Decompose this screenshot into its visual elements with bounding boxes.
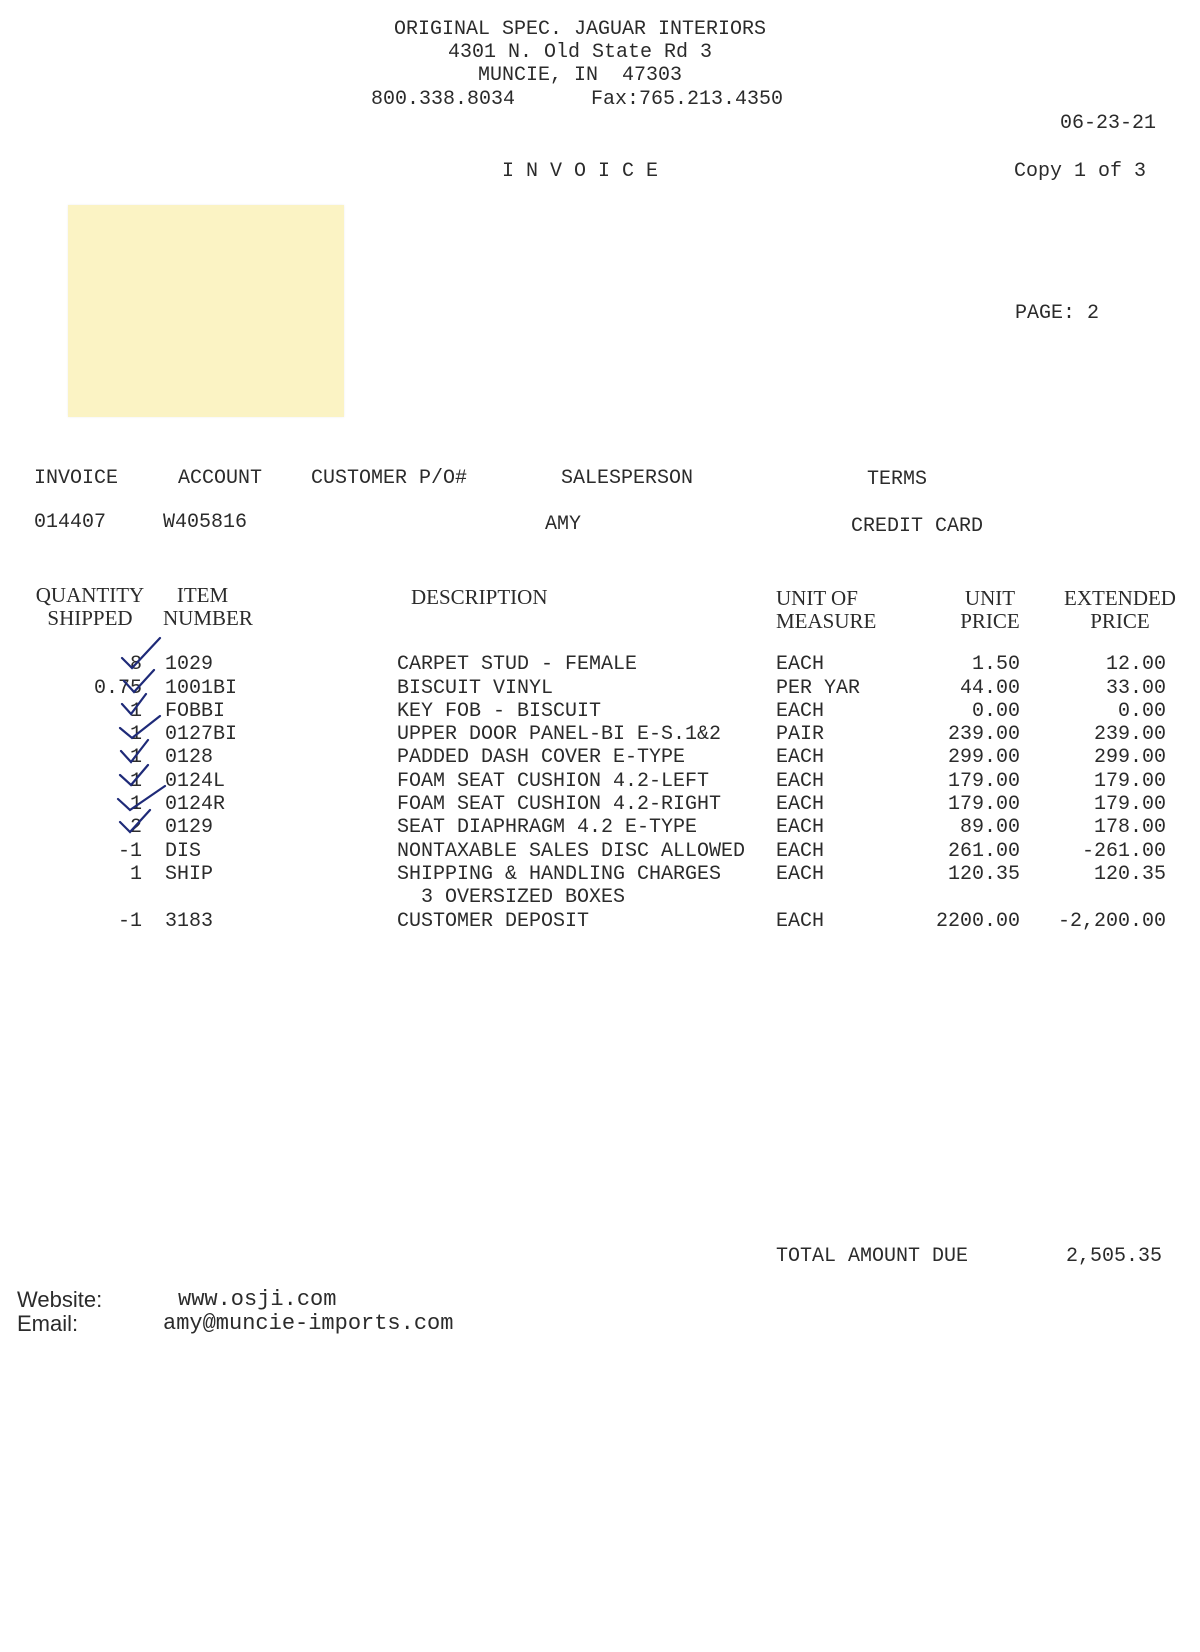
ext-header-line1: EXTENDED — [1064, 586, 1176, 610]
description-cell: 3 OVERSIZED BOXES — [397, 886, 626, 909]
extended-price-cell: 12.00 — [1105, 653, 1166, 676]
qty-cell: 0.75 — [93, 677, 142, 700]
table-row — [0, 746, 1200, 769]
description-cell: FOAM SEAT CUSHION 4.2-RIGHT — [397, 793, 722, 816]
item-cell: 3183 — [165, 910, 214, 933]
description-cell: NONTAXABLE SALES DISC ALLOWED — [397, 840, 746, 863]
extended-price-cell: 120.35 — [1093, 863, 1166, 886]
unit-price-cell: 261.00 — [947, 840, 1020, 863]
unit-cell: PER YAR — [776, 677, 861, 700]
sticky-note — [68, 205, 344, 417]
extended-price-cell: 239.00 — [1093, 723, 1166, 746]
table-row — [0, 816, 1200, 839]
qty-header-line1: QUANTITY — [35, 583, 145, 607]
unit-price-cell: 120.35 — [947, 863, 1020, 886]
qty-cell: 1 — [129, 793, 142, 816]
company-fax: Fax:765.213.4350 — [591, 88, 784, 111]
table-row — [0, 677, 1200, 700]
table-row — [0, 840, 1200, 863]
extended-price-cell: 33.00 — [1105, 677, 1166, 700]
total-amount: 2,505.35 — [1066, 1245, 1163, 1268]
item-cell: 0124R — [165, 793, 226, 816]
unit-price-cell: 44.00 — [959, 677, 1020, 700]
extended-price-cell: 179.00 — [1093, 793, 1166, 816]
unit-cell: EACH — [776, 700, 825, 723]
qty-cell: 1 — [129, 700, 142, 723]
unit-price-cell: 299.00 — [947, 746, 1020, 769]
description-cell: CUSTOMER DEPOSIT — [397, 910, 590, 933]
price-header-line1: UNIT — [964, 586, 1016, 610]
description-cell: FOAM SEAT CUSHION 4.2-LEFT — [397, 770, 710, 793]
qty-cell: 1 — [129, 746, 142, 769]
unit-cell: EACH — [776, 770, 825, 793]
invoice-number: 014407 — [34, 511, 107, 534]
po-label: CUSTOMER P/O# — [311, 467, 468, 490]
terms-value: CREDIT CARD — [851, 515, 984, 538]
unit-cell: EACH — [776, 653, 825, 676]
description-cell: PADDED DASH COVER E-TYPE — [397, 746, 686, 769]
unit-cell: EACH — [776, 910, 825, 933]
unit-cell: EACH — [776, 793, 825, 816]
unit-cell: EACH — [776, 746, 825, 769]
extended-price-cell: -261.00 — [1081, 840, 1166, 863]
company-address: 4301 N. Old State Rd 3 — [447, 41, 713, 64]
unit-price-cell: 1.50 — [971, 653, 1020, 676]
item-cell: 0127BI — [165, 723, 238, 746]
company-name: ORIGINAL SPEC. JAGUAR INTERIORS — [393, 18, 767, 41]
account-label: ACCOUNT — [178, 467, 263, 490]
website-link[interactable]: www.osji.com — [178, 1287, 337, 1312]
qty-cell: 1 — [129, 770, 142, 793]
table-row — [0, 910, 1200, 933]
ext-header-line2: PRICE — [1090, 609, 1150, 633]
salesperson-label: SALESPERSON — [561, 467, 694, 490]
unit-cell: EACH — [776, 816, 825, 839]
table-row — [0, 793, 1200, 816]
extended-price-cell: 178.00 — [1093, 816, 1166, 839]
email-label: Email: — [17, 1311, 79, 1336]
unit-cell: PAIR — [776, 723, 825, 746]
description-cell: UPPER DOOR PANEL-BI E-S.1&2 — [397, 723, 722, 746]
qty-cell: 1 — [129, 723, 142, 746]
account-number: W405816 — [163, 511, 248, 534]
company-phone: 800.338.8034 — [371, 88, 516, 111]
description-cell: SHIPPING & HANDLING CHARGES — [397, 863, 722, 886]
description-cell: BISCUIT VINYL — [397, 677, 554, 700]
total-label: TOTAL AMOUNT DUE — [776, 1245, 969, 1268]
table-row — [0, 653, 1200, 676]
item-cell: FOBBI — [165, 700, 226, 723]
email-link[interactable]: amy@muncie-imports.com — [163, 1311, 454, 1336]
qty-cell: 8 — [129, 653, 142, 676]
unit-price-cell: 2200.00 — [935, 910, 1020, 933]
company-city: MUNCIE, IN 47303 — [477, 64, 683, 87]
unit-price-cell: 0.00 — [971, 700, 1020, 723]
extended-price-cell: 299.00 — [1093, 746, 1166, 769]
page-number: PAGE: 2 — [1015, 302, 1100, 325]
terms-label: TERMS — [867, 468, 928, 491]
invoice-label: INVOICE — [34, 467, 119, 490]
price-header-line2: PRICE — [960, 609, 1020, 633]
unit-price-cell: 179.00 — [947, 793, 1020, 816]
qty-cell: -1 — [117, 910, 142, 933]
salesperson-value: AMY — [545, 513, 582, 536]
table-row — [0, 886, 1200, 909]
description-header: DESCRIPTION — [411, 585, 548, 609]
qty-cell: 2 — [129, 816, 142, 839]
qty-cell: -1 — [117, 840, 142, 863]
table-row — [0, 700, 1200, 723]
document-title: I N V O I C E — [502, 160, 659, 183]
table-row — [0, 770, 1200, 793]
unit-cell: EACH — [776, 840, 825, 863]
item-cell: 0129 — [165, 816, 214, 839]
extended-price-cell: -2,200.00 — [1057, 910, 1166, 933]
description-cell: CARPET STUD - FEMALE — [397, 653, 638, 676]
invoice-date: 06-23-21 — [1060, 112, 1157, 135]
description-cell: SEAT DIAPHRAGM 4.2 E-TYPE — [397, 816, 698, 839]
unit-price-cell: 89.00 — [959, 816, 1020, 839]
item-cell: 1001BI — [165, 677, 238, 700]
qty-header-line2: SHIPPED — [47, 606, 133, 630]
copy-indicator: Copy 1 of 3 — [1014, 160, 1147, 183]
unit-price-cell: 239.00 — [947, 723, 1020, 746]
unit-header-line2: MEASURE — [776, 609, 877, 633]
item-header-line1: ITEM — [176, 583, 229, 607]
unit-header-line1: UNIT OF — [776, 586, 858, 610]
table-row — [0, 723, 1200, 746]
extended-price-cell: 0.00 — [1117, 700, 1166, 723]
unit-price-cell: 179.00 — [947, 770, 1020, 793]
item-cell: 1029 — [165, 653, 214, 676]
unit-cell: EACH — [776, 863, 825, 886]
item-cell: 0128 — [165, 746, 214, 769]
table-row — [0, 863, 1200, 886]
extended-price-cell: 179.00 — [1093, 770, 1166, 793]
item-header-line2: NUMBER — [163, 606, 253, 630]
item-cell: DIS — [165, 840, 202, 863]
description-cell: KEY FOB - BISCUIT — [397, 700, 602, 723]
item-cell: SHIP — [165, 863, 214, 886]
website-label: Website: — [17, 1287, 103, 1312]
qty-cell: 1 — [129, 863, 142, 886]
item-cell: 0124L — [165, 770, 226, 793]
